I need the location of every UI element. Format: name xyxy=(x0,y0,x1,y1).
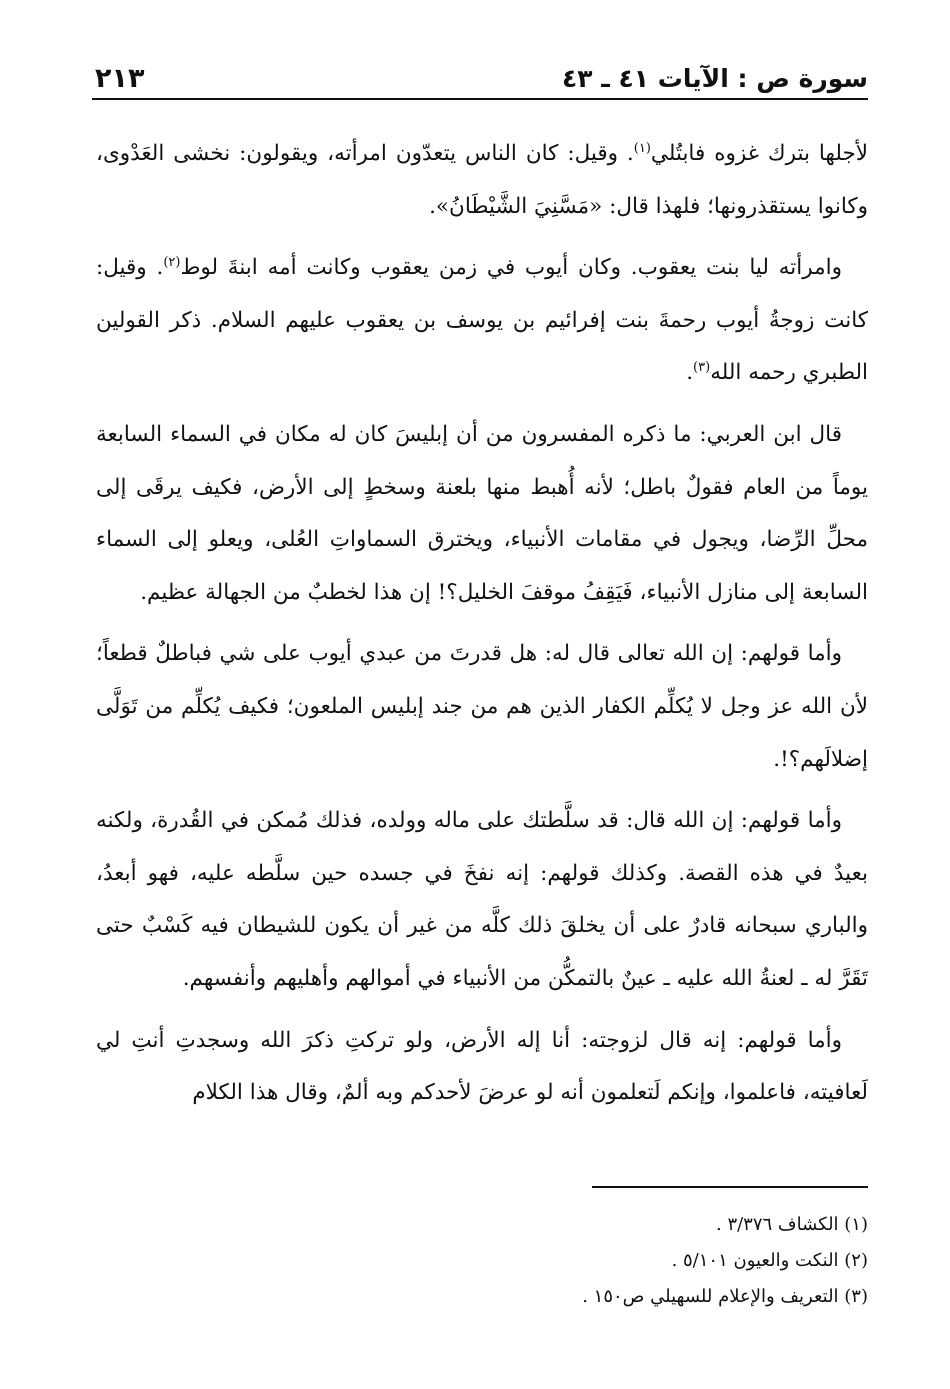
header-divider xyxy=(92,98,868,100)
footnote-divider xyxy=(592,1186,868,1188)
footnote-3: (٣) التعريف والإعلام للسهيلي ص١٥٠ . xyxy=(582,1286,868,1307)
page-header xyxy=(95,62,868,96)
paragraph-2-text-c: . xyxy=(686,360,694,386)
footnotes xyxy=(96,1207,868,1315)
running-head: سورة ص : الآيات ٤١ ـ ٤٣ xyxy=(562,64,868,93)
footnote-ref-1: (١) xyxy=(633,140,651,156)
paragraph-3: قال ابن العربي: ما ذكره المفسرون من أن إبليسَ كان له مكان في السماء السابعة يوماً من العام فقولٌ باطل؛ لأنه أُهبط منها بلعنة وسخطٍ إلى الأرض، فكيف يرقَى إلى محلِّ الرِّضا، ويجول في مقامات الأنبياء، ويخترق السماواتِ العُلى، ويعلو إلى السماء السابعة إلى منازل الأنبياء، فَيَقِفُ موقفَ الخليل؟! إن هذا لخطبٌ من الجهالة عظيم. xyxy=(96,421,868,605)
paragraph-5: وأما قولهم: إن الله قال: قد سلَّطتك على ماله وولده، فذلك مُمكن في القُدرة، ولكنه بعيدٌ في هذه القصة. وكذلك قولهم: إنه نفخَ في جسده حين سلَّطه عليه، فهو أبعدُ، والباري سبحانه قادرٌ على أن يخلقَ ذلك كلَّه من غير أن يكون للشيطان فيه كَسْبٌ حتى تَقَرَّ له ـ لعنةُ الله عليه ـ عينٌ بالتمكُّن من الأنبياء في أموالهم وأهليهم وأنفسهم. xyxy=(96,808,868,991)
paragraph-6: وأما قولهم: إنه قال لزوجته: أنا إله الأرض، ولو تركتِ ذكرَ الله وسجدتِ أنتِ لي لَعافيته، فاعلموا، وإنكم لَتعلمون أنه لو عرضَ لأحدكم وبه ألمٌ، وقال هذا الكلام xyxy=(96,1027,868,1106)
paragraph-1-text-a: لأجلها بترك غزوه فابتُلي xyxy=(650,141,868,166)
main-text xyxy=(96,128,868,1129)
page-number: ٢١٣ xyxy=(95,63,145,94)
paragraph-2-text-a: وامرأته ليا بنت يعقوب. وكان أيوب في زمن يعقوب وكانت أمه ابنةَ لوط xyxy=(180,255,842,281)
paragraph-1-text-b: . وقيل: كان الناس يتعدّون امرأته، ويقولون: نخشى العَدْوى، وكانوا يستقذرونها؛ فلهذا قال: «مَسَّنِيَ الشَّيْطَانُ». xyxy=(96,141,868,219)
footnote-ref-2: (٢) xyxy=(163,255,181,271)
paragraph-1 xyxy=(96,128,868,233)
paragraph-2 xyxy=(96,242,868,400)
footnote-1: (١) الكشاف ٣/٣٧٦ . xyxy=(716,1214,868,1235)
footnote-ref-3: (٣) xyxy=(693,360,711,376)
footnote-2: (٢) النكت والعيون ٥/١٠١ . xyxy=(671,1250,868,1271)
paragraph-4: وأما قولهم: إن الله تعالى قال له: هل قدرتَ من عبدي أيوب على شي فباطلٌ قطعاً؛ لأن الله عز وجل لا يُكلِّم الكفار الذين هم من جند إبليس الملعون؛ فكيف يُكلِّم من تَوَلَّى إضلالَهم؟!. xyxy=(96,641,868,772)
paragraph-2-text-b: . وقيل: كانت زوجةُ أيوب رحمةَ بنت إفرائيم بن يوسف بن يعقوب عليهم السلام. ذكر القولين الطبري رحمه الله xyxy=(96,255,868,386)
